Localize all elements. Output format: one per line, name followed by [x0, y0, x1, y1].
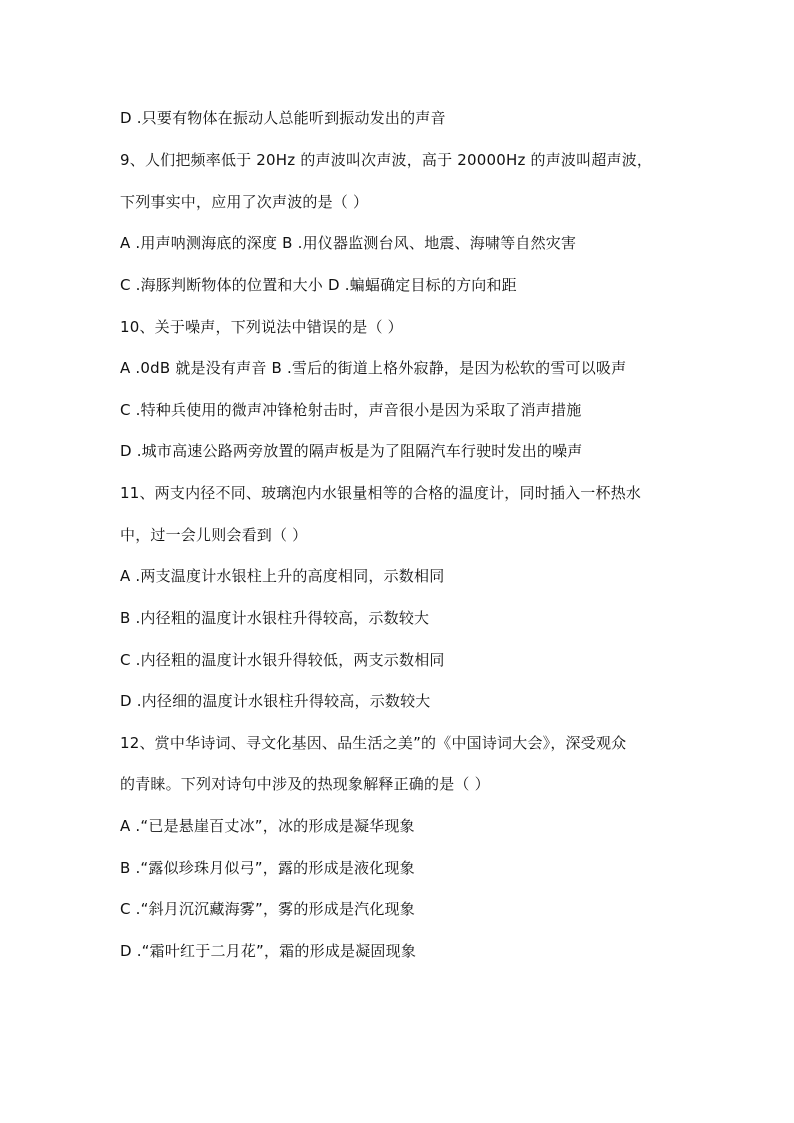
question-10-stem: 10、关于噪声，下列说法中错误的是（ ） — [120, 318, 403, 336]
question-9-stem-cont: 下列事实中，应用了次声波的是（ ） — [120, 193, 369, 211]
question-10-options-ab: A .0dB 就是没有声音 B .雪后的街道上格外寂静，是因为松软的雪可以吸声 — [120, 359, 627, 377]
option-d-q8: D .只要有物体在振动人总能听到振动发出的声音 — [120, 109, 446, 127]
question-9-stem: 9、人们把频率低于 20Hz 的声波叫次声波，高于 20000Hz 的声波叫超声波， — [120, 151, 653, 169]
question-11-option-d: D .内径细的温度计水银柱升得较高，示数较大 — [120, 692, 431, 710]
question-11-stem: 11、两支内径不同、玻璃泡内水银量相等的合格的温度计，同时插入一杯热水 — [120, 484, 642, 502]
question-9-options-ab: A .用声呐测海底的深度 B .用仪器监测台风、地震、海啸等自然灾害 — [120, 234, 577, 252]
question-12-option-d: D .“霜叶红于二月花”，霜的形成是凝固现象 — [120, 942, 417, 960]
question-11-option-c: C .内径粗的温度计水银升得较低，两支示数相同 — [120, 651, 445, 669]
question-12-stem-cont: 的青睐。下列对诗句中涉及的热现象解释正确的是（ ） — [120, 775, 490, 793]
question-12-option-c: C .“斜月沉沉藏海雾”，雾的形成是汽化现象 — [120, 900, 415, 918]
question-10-option-c: C .特种兵使用的微声冲锋枪射击时，声音很小是因为采取了消声措施 — [120, 401, 582, 419]
question-9-options-cd: C .海豚判断物体的位置和大小 D .蝙蝠确定目标的方向和距 — [120, 276, 517, 294]
question-10-option-d: D .城市高速公路两旁放置的隔声板是为了阻隔汽车行驶时发出的噪声 — [120, 442, 583, 460]
question-12-stem: 12、赏中华诗词、寻文化基因、品生活之美”的《中国诗词大会》，深受观众 — [120, 734, 627, 752]
question-11-option-a: A .两支温度计水银柱上升的高度相同，示数相同 — [120, 567, 445, 585]
question-11-stem-cont: 中，过一会儿则会看到（ ） — [120, 526, 308, 544]
question-12-option-a: A .“已是悬崖百丈冰”，冰的形成是凝华现象 — [120, 817, 415, 835]
question-12-option-b: B .“露似珍珠月似弓”，露的形成是液化现象 — [120, 859, 415, 877]
question-11-option-b: B .内径粗的温度计水银柱升得较高，示数较大 — [120, 609, 430, 627]
